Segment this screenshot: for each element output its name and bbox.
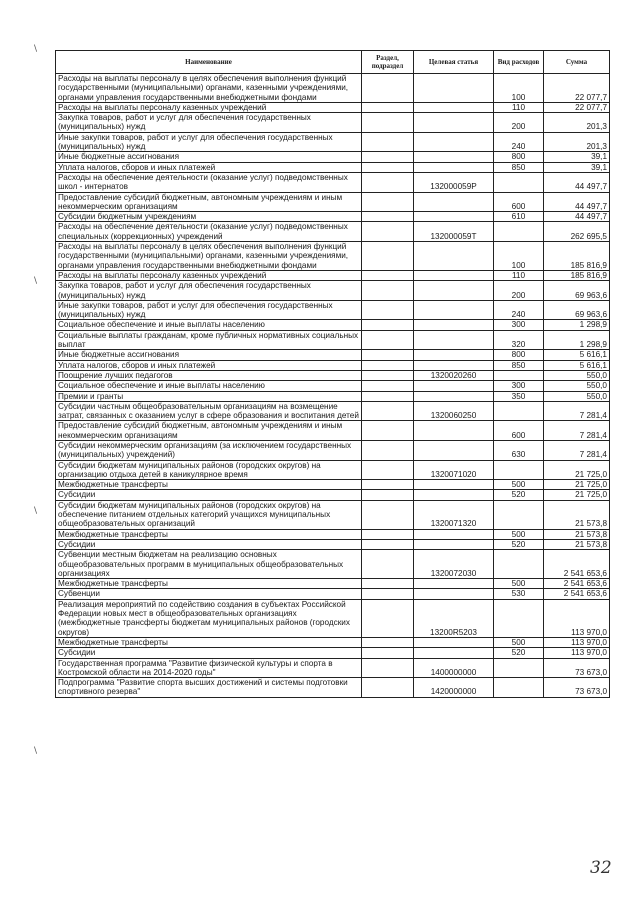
cell-name: Субсидии — [56, 539, 362, 549]
table-row — [56, 270, 610, 280]
cell-name: Межбюджетные трансферты — [56, 529, 362, 539]
cell-target — [414, 421, 494, 441]
cell-name: Межбюджетные трансферты — [56, 579, 362, 589]
table-row — [56, 152, 610, 162]
cell-section — [362, 391, 414, 401]
cell-target — [414, 360, 494, 370]
cell-expense-type: 600 — [494, 192, 544, 212]
cell-amount: 185 816,9 — [544, 242, 610, 271]
table-row — [56, 539, 610, 549]
cell-name: Поощрение лучших педагогов — [56, 370, 362, 380]
table-row — [56, 192, 610, 212]
cell-expense-type: 350 — [494, 391, 544, 401]
table-row — [56, 658, 610, 678]
cell-section — [362, 637, 414, 647]
cell-expense-type — [494, 370, 544, 380]
cell-section — [362, 658, 414, 678]
table-row — [56, 172, 610, 192]
cell-amount: 44 497,7 — [544, 192, 610, 212]
cell-expense-type: 200 — [494, 113, 544, 133]
cell-section — [362, 74, 414, 103]
cell-target: 1420000000 — [414, 678, 494, 698]
table-row — [56, 599, 610, 637]
cell-target — [414, 152, 494, 162]
cell-target — [414, 300, 494, 320]
cell-amount: 73 673,0 — [544, 678, 610, 698]
cell-target — [414, 529, 494, 539]
cell-name: Уплата налогов, сборов и иных платежей — [56, 162, 362, 172]
cell-target — [414, 539, 494, 549]
cell-section — [362, 360, 414, 370]
cell-amount: 21 573,8 — [544, 500, 610, 529]
cell-amount: 113 970,0 — [544, 599, 610, 637]
cell-expense-type: 600 — [494, 421, 544, 441]
cell-expense-type: 100 — [494, 74, 544, 103]
cell-expense-type — [494, 599, 544, 637]
cell-section — [362, 320, 414, 330]
cell-expense-type: 520 — [494, 490, 544, 500]
table-row — [56, 529, 610, 539]
cell-expense-type: 610 — [494, 212, 544, 222]
cell-expense-type — [494, 172, 544, 192]
table-row — [56, 421, 610, 441]
table-row — [56, 637, 610, 647]
table-row — [56, 330, 610, 350]
cell-expense-type: 800 — [494, 350, 544, 360]
cell-name: Субсидии бюджетам муниципальных районов (городских округов) на обеспечение питанием отдельных категорий учащихся муниципальных общеобразовательных организаций — [56, 500, 362, 529]
cell-name: Расходы на выплаты персоналу в целях обеспечения выполнения функций государственными (муниципальными) органами, казенными учреждениями, органами управления государственными внебюджетными фондами — [56, 242, 362, 271]
cell-expense-type: 500 — [494, 480, 544, 490]
cell-section — [362, 113, 414, 133]
cell-name: Социальное обеспечение и иные выплаты населению — [56, 381, 362, 391]
cell-name: Подпрограмма "Развитие спорта высших достижений и системы подготовки спортивного резерва" — [56, 678, 362, 698]
cell-target — [414, 162, 494, 172]
cell-amount: 21 573,8 — [544, 539, 610, 549]
cell-name: Субсидии бюджетным учреждениям — [56, 212, 362, 222]
cell-section — [362, 500, 414, 529]
table-row — [56, 460, 610, 480]
cell-name: Государственная программа "Развитие физической культуры и спорта в Костромской области на 2014-2020 годы" — [56, 658, 362, 678]
cell-amount: 5 616,1 — [544, 360, 610, 370]
cell-section — [362, 300, 414, 320]
table-row — [56, 320, 610, 330]
cell-section — [362, 132, 414, 152]
table-row — [56, 589, 610, 599]
cell-amount: 1 298,9 — [544, 330, 610, 350]
cell-target: 1320071020 — [414, 460, 494, 480]
cell-name: Закупка товаров, работ и услуг для обеспечения государственных (муниципальных) нужд — [56, 113, 362, 133]
table-row — [56, 162, 610, 172]
cell-target — [414, 192, 494, 212]
cell-amount: 39,1 — [544, 152, 610, 162]
cell-name: Реализация мероприятий по содействию создания в субъектах Российской Федерации новых мест в общеобразовательных организациях (межбюджетные трансферты бюджетам муниципальных районов (городских округов) — [56, 599, 362, 637]
cell-amount: 550,0 — [544, 391, 610, 401]
table-row — [56, 648, 610, 658]
cell-expense-type: 500 — [494, 529, 544, 539]
cell-section — [362, 539, 414, 549]
cell-amount: 21 573,8 — [544, 529, 610, 539]
cell-target — [414, 589, 494, 599]
cell-section — [362, 330, 414, 350]
cell-section — [362, 270, 414, 280]
cell-name: Субвенции — [56, 589, 362, 599]
page-number: 32 — [590, 858, 612, 878]
cell-target — [414, 242, 494, 271]
cell-target: 1320020260 — [414, 370, 494, 380]
cell-name: Иные бюджетные ассигнования — [56, 350, 362, 360]
cell-section — [362, 550, 414, 579]
cell-target — [414, 270, 494, 280]
cell-expense-type: 300 — [494, 381, 544, 391]
cell-target — [414, 320, 494, 330]
cell-name: Премии и гранты — [56, 391, 362, 401]
cell-section — [362, 242, 414, 271]
cell-name: Субсидии частным общеобразовательным организациям на возмещение затрат, связанных с оказанием услуг в сфере образования и воспитания детей — [56, 401, 362, 421]
cell-section — [362, 281, 414, 301]
cell-amount: 21 725,0 — [544, 460, 610, 480]
table-row — [56, 401, 610, 421]
table-row — [56, 132, 610, 152]
cell-target: 1320060250 — [414, 401, 494, 421]
cell-section — [362, 102, 414, 112]
table-row — [56, 381, 610, 391]
cell-section — [362, 370, 414, 380]
cell-target — [414, 350, 494, 360]
table-row — [56, 440, 610, 460]
cell-expense-type: 520 — [494, 648, 544, 658]
cell-expense-type — [494, 460, 544, 480]
table-row — [56, 360, 610, 370]
cell-expense-type — [494, 678, 544, 698]
cell-amount: 2 541 653,6 — [544, 579, 610, 589]
cell-target — [414, 637, 494, 647]
cell-target — [414, 74, 494, 103]
cell-expense-type: 520 — [494, 539, 544, 549]
cell-name: Расходы на обеспечение деятельности (оказание услуг) подведомственных специальных (коррекционных) учреждений — [56, 222, 362, 242]
cell-section — [362, 212, 414, 222]
cell-expense-type: 850 — [494, 360, 544, 370]
cell-amount: 550,0 — [544, 370, 610, 380]
cell-section — [362, 599, 414, 637]
cell-amount: 21 725,0 — [544, 480, 610, 490]
cell-target — [414, 440, 494, 460]
cell-expense-type: 800 — [494, 152, 544, 162]
cell-expense-type: 500 — [494, 579, 544, 589]
cell-name: Межбюджетные трансферты — [56, 480, 362, 490]
cell-target: 1320071320 — [414, 500, 494, 529]
cell-amount: 69 963,6 — [544, 281, 610, 301]
header-amount: Сумма — [544, 51, 610, 74]
cell-expense-type — [494, 222, 544, 242]
margin-mark: \ — [34, 746, 38, 756]
cell-target — [414, 490, 494, 500]
cell-target — [414, 113, 494, 133]
cell-target — [414, 330, 494, 350]
cell-target — [414, 102, 494, 112]
cell-target — [414, 391, 494, 401]
cell-name: Закупка товаров, работ и услуг для обеспечения государственных (муниципальных) нужд — [56, 281, 362, 301]
cell-amount: 201,3 — [544, 132, 610, 152]
cell-name: Субсидии некоммерческим организациям (за исключением государственных (муниципальных) учреждений) — [56, 440, 362, 460]
cell-section — [362, 222, 414, 242]
cell-amount: 2 541 653,6 — [544, 589, 610, 599]
cell-expense-type: 100 — [494, 242, 544, 271]
cell-amount: 2 541 653,6 — [544, 550, 610, 579]
cell-amount: 44 497,7 — [544, 172, 610, 192]
margin-mark: \ — [34, 44, 38, 54]
cell-amount: 5 616,1 — [544, 350, 610, 360]
table-row — [56, 490, 610, 500]
cell-section — [362, 350, 414, 360]
cell-amount: 1 298,9 — [544, 320, 610, 330]
margin-mark: \ — [34, 506, 38, 516]
cell-expense-type: 300 — [494, 320, 544, 330]
margin-mark: \ — [34, 276, 38, 286]
cell-amount: 22 077,7 — [544, 74, 610, 103]
cell-amount: 22 077,7 — [544, 102, 610, 112]
cell-section — [362, 490, 414, 500]
cell-amount: 7 281,4 — [544, 440, 610, 460]
table-row — [56, 74, 610, 103]
cell-name: Уплата налогов, сборов и иных платежей — [56, 360, 362, 370]
cell-section — [362, 678, 414, 698]
cell-section — [362, 152, 414, 162]
table-row — [56, 300, 610, 320]
table-row — [56, 550, 610, 579]
table-row — [56, 222, 610, 242]
cell-section — [362, 579, 414, 589]
cell-name: Расходы на выплаты персоналу казенных учреждений — [56, 102, 362, 112]
cell-amount: 262 695,5 — [544, 222, 610, 242]
cell-expense-type — [494, 401, 544, 421]
cell-expense-type — [494, 500, 544, 529]
table-row — [56, 480, 610, 490]
header-expense-type: Вид расходов — [494, 51, 544, 74]
cell-expense-type: 630 — [494, 440, 544, 460]
cell-amount: 69 963,6 — [544, 300, 610, 320]
cell-amount: 21 725,0 — [544, 490, 610, 500]
table-header-row — [56, 51, 610, 74]
cell-target — [414, 381, 494, 391]
cell-name: Иные закупки товаров, работ и услуг для обеспечения государственных (муниципальных) нужд — [56, 300, 362, 320]
cell-amount: 73 673,0 — [544, 658, 610, 678]
cell-target: 1320072030 — [414, 550, 494, 579]
cell-name: Расходы на выплаты персоналу в целях обеспечения выполнения функций государственными (муниципальными) органами, казенными учреждениями, органами управления государственными внебюджетными фондами — [56, 74, 362, 103]
cell-target — [414, 579, 494, 589]
cell-name: Расходы на обеспечение деятельности (оказание услуг) подведомственных школ - интернатов — [56, 172, 362, 192]
table-row — [56, 370, 610, 380]
cell-section — [362, 648, 414, 658]
cell-target: 132000059Р — [414, 172, 494, 192]
cell-name: Предоставление субсидий бюджетным, автономным учреждениям и иным некоммерческим организациям — [56, 192, 362, 212]
cell-expense-type — [494, 550, 544, 579]
cell-amount: 44 497,7 — [544, 212, 610, 222]
cell-expense-type: 500 — [494, 637, 544, 647]
table-row — [56, 678, 610, 698]
cell-expense-type: 110 — [494, 270, 544, 280]
cell-section — [362, 172, 414, 192]
table-row — [56, 500, 610, 529]
cell-expense-type: 530 — [494, 589, 544, 599]
cell-name: Социальное обеспечение и иные выплаты населению — [56, 320, 362, 330]
cell-name: Иные бюджетные ассигнования — [56, 152, 362, 162]
cell-amount: 7 281,4 — [544, 421, 610, 441]
cell-amount: 39,1 — [544, 162, 610, 172]
cell-section — [362, 381, 414, 391]
cell-expense-type: 110 — [494, 102, 544, 112]
budget-table — [55, 50, 610, 698]
table-row — [56, 391, 610, 401]
cell-name: Социальные выплаты гражданам, кроме публичных нормативных социальных выплат — [56, 330, 362, 350]
cell-amount: 185 816,9 — [544, 270, 610, 280]
cell-expense-type: 200 — [494, 281, 544, 301]
cell-target — [414, 212, 494, 222]
cell-target — [414, 480, 494, 490]
cell-name: Субсидии — [56, 648, 362, 658]
cell-name: Иные закупки товаров, работ и услуг для обеспечения государственных (муниципальных) нужд — [56, 132, 362, 152]
cell-section — [362, 421, 414, 441]
cell-target: 132000059Т — [414, 222, 494, 242]
cell-name: Субвенции местным бюджетам на реализацию основных общеобразовательных программ в муниципальных общеобразовательных организациях — [56, 550, 362, 579]
cell-name: Субсидии бюджетам муниципальных районов (городских округов) на организацию отдыха детей в каникулярное время — [56, 460, 362, 480]
cell-section — [362, 480, 414, 490]
cell-target: 13200R5203 — [414, 599, 494, 637]
cell-expense-type — [494, 658, 544, 678]
cell-name: Предоставление субсидий бюджетным, автономным учреждениям и иным некоммерческим организациям — [56, 421, 362, 441]
cell-expense-type: 240 — [494, 300, 544, 320]
cell-target — [414, 281, 494, 301]
cell-amount: 201,3 — [544, 113, 610, 133]
table-row — [56, 212, 610, 222]
cell-amount: 7 281,4 — [544, 401, 610, 421]
cell-section — [362, 401, 414, 421]
cell-target — [414, 648, 494, 658]
cell-section — [362, 440, 414, 460]
cell-expense-type: 240 — [494, 132, 544, 152]
cell-expense-type: 850 — [494, 162, 544, 172]
header-name: Наименование — [56, 51, 362, 74]
cell-name: Субсидии — [56, 490, 362, 500]
header-section: Раздел, подраздел — [362, 51, 414, 74]
cell-section — [362, 162, 414, 172]
cell-section — [362, 460, 414, 480]
header-target: Целевая статья — [414, 51, 494, 74]
cell-section — [362, 589, 414, 599]
cell-name: Расходы на выплаты персоналу казенных учреждений — [56, 270, 362, 280]
cell-section — [362, 529, 414, 539]
cell-amount: 113 970,0 — [544, 637, 610, 647]
table-row — [56, 242, 610, 271]
cell-target: 1400000000 — [414, 658, 494, 678]
cell-name: Межбюджетные трансферты — [56, 637, 362, 647]
table-body — [56, 74, 610, 698]
cell-section — [362, 192, 414, 212]
cell-expense-type: 320 — [494, 330, 544, 350]
table-row — [56, 102, 610, 112]
table-row — [56, 579, 610, 589]
cell-amount: 550,0 — [544, 381, 610, 391]
table-row — [56, 350, 610, 360]
table-row — [56, 113, 610, 133]
table-row — [56, 281, 610, 301]
cell-amount: 113 970,0 — [544, 648, 610, 658]
cell-target — [414, 132, 494, 152]
